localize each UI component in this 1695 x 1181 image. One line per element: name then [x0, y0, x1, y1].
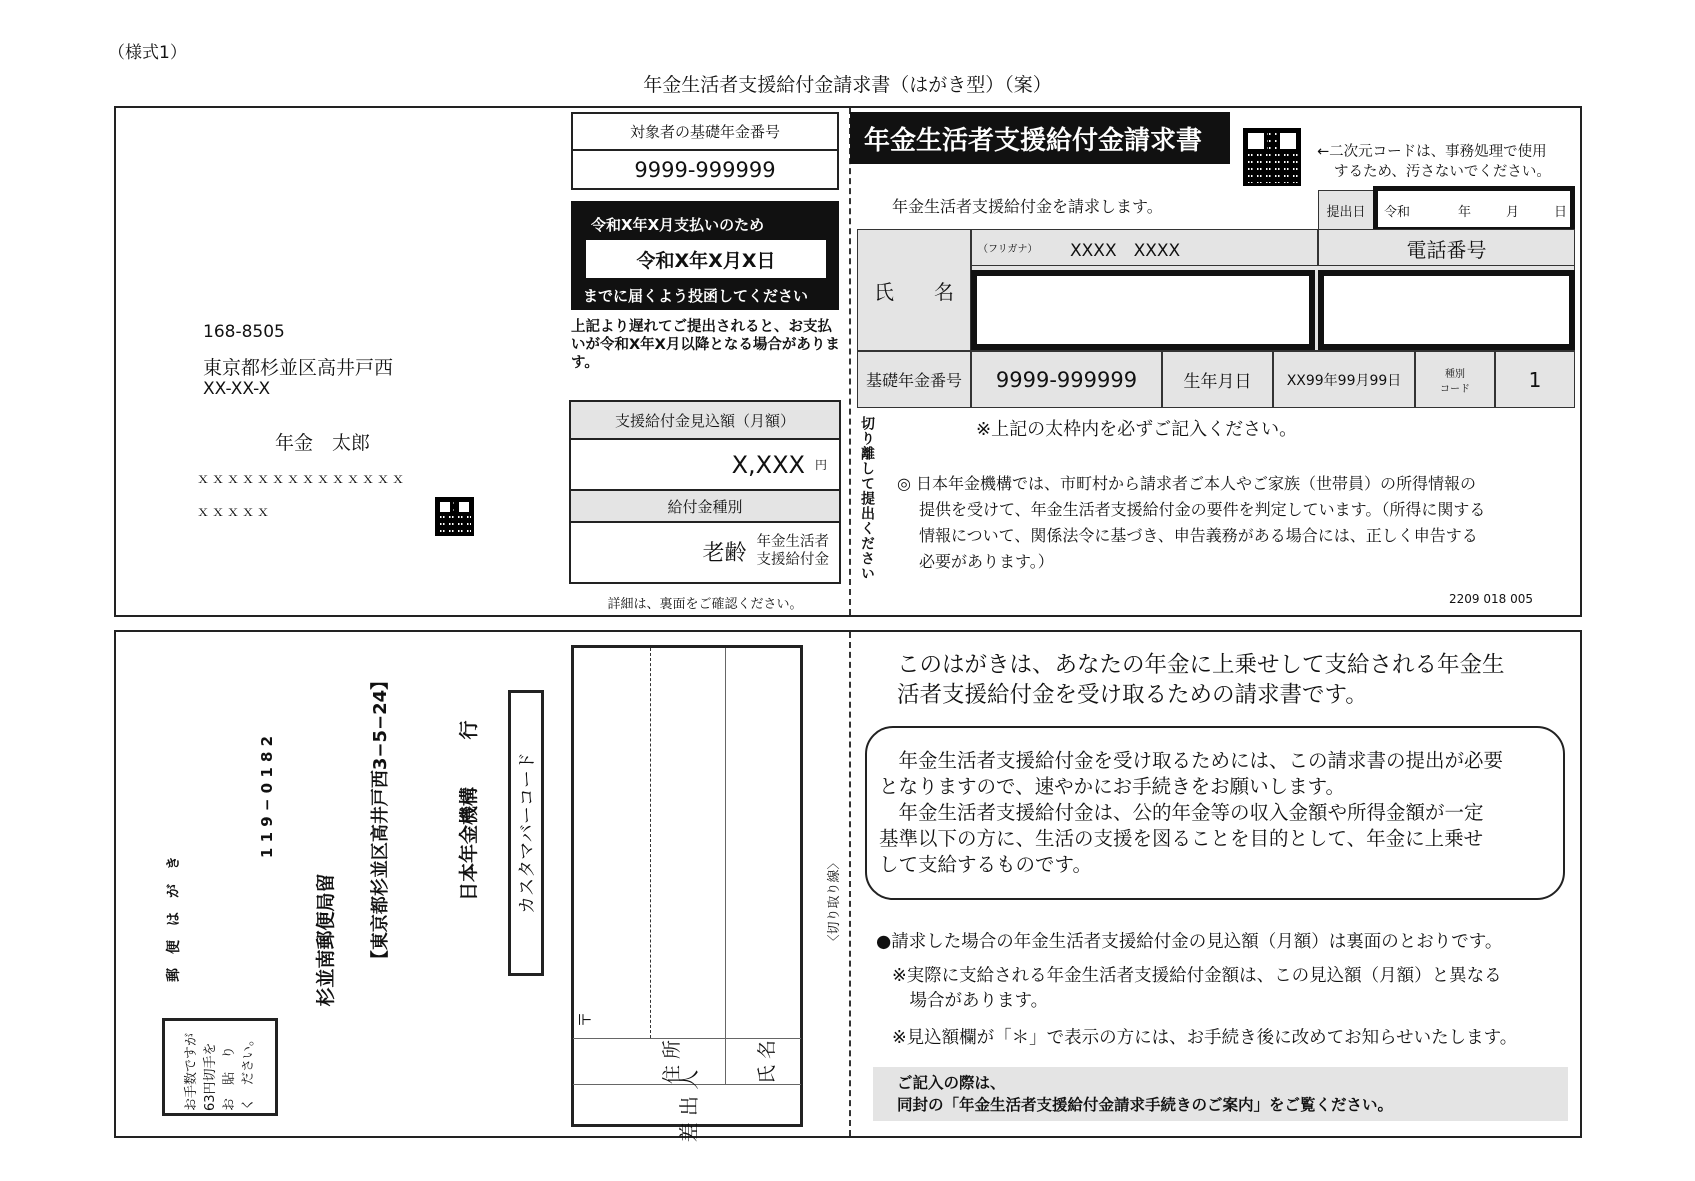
kind-code-value: 1	[1495, 351, 1575, 408]
name-label: 氏 名	[857, 229, 971, 351]
guide-line: 同封の「年金生活者支援給付金請求手続きのご案内」をご覧ください。	[897, 1096, 1394, 1114]
tear-line	[849, 108, 851, 615]
deadline-date: 令和X年X月X日	[586, 240, 826, 278]
recipient-address-line: 東京都杉並区高井戸西	[203, 357, 394, 379]
recipient-code: ｘｘｘｘｘｘｘｘｘｘｘｘｘｘ	[196, 471, 406, 487]
furigana-label: （フリガナ）	[978, 244, 1038, 255]
recipient-postal: 168-8505	[203, 322, 285, 342]
pension-value: 9999-999999	[971, 351, 1162, 408]
amount-value: X,XXX	[731, 450, 805, 479]
postal-mark: 〒	[575, 1011, 595, 1028]
kind-label2: コード	[1440, 383, 1470, 395]
amount-table	[569, 400, 841, 584]
date-era: 令和	[1384, 205, 1411, 220]
furigana-value: XXXX XXXX	[1070, 241, 1181, 261]
info-line: となりますので、速やかにお手続きをお願いします。	[879, 775, 1346, 798]
stamp-line: お 貼 り	[222, 1045, 237, 1111]
benefit-type-sub2: 支援給付金	[756, 552, 829, 568]
birth-value: XX99年99月99日	[1273, 351, 1415, 408]
destination-org: 日本年金機構	[457, 787, 480, 902]
qr-note: ←二次元コードは、事務処理で使用	[1317, 144, 1547, 160]
privacy-line: ◎ 日本年金機構では、市町村から請求者ご本人やご家族（世帯員）の所得情報の	[897, 474, 1477, 493]
claim-title: 年金生活者支援給付金請求書	[850, 112, 1230, 164]
qr-code-icon	[1243, 128, 1301, 186]
sender-divider	[725, 648, 726, 1084]
cut-line-label: 〈切り取り線〉	[826, 856, 842, 948]
benefit-type-value: 老齢	[702, 540, 747, 566]
guide-box	[873, 1067, 1568, 1121]
birth-label: 生年月日	[1162, 351, 1273, 408]
deadline-box	[571, 201, 839, 310]
notes	[892, 964, 1502, 1014]
stamp-line: く ださい。	[241, 1032, 256, 1111]
sender-address-label: 住 所	[660, 1039, 683, 1085]
sender-divider	[650, 648, 651, 1038]
claim-intro: 年金生活者支援給付金を請求します。	[892, 197, 1163, 216]
info-line: 年金生活者支援給付金を受け取るためには、この請求書の提出が必要	[879, 749, 1504, 772]
late-warning: 上記より遅れてご提出されると、お支払いが令和X年X月以降となる場合があります。	[571, 319, 840, 371]
sender-name-label: 氏 名	[755, 1039, 778, 1085]
stamp-note	[170, 1017, 270, 1117]
benefit-type-sub1: 年金生活者	[756, 534, 829, 550]
guide-line: ご記入の際は、	[897, 1074, 1006, 1092]
customer-barcode-label: カスタマバーコード	[517, 752, 538, 914]
privacy-line: 必要があります。）	[919, 552, 1054, 571]
sender-label: 差 出 人	[676, 1069, 701, 1143]
amount-label: 支援給付金見込額（月額）	[571, 402, 839, 440]
recipient-address-line2: XX-XX-X	[203, 379, 271, 399]
note-line: 場合があります。	[892, 991, 1049, 1011]
privacy-line: 提供を受けて、年金生活者支援給付金の要件を判定しています。（所得に関する	[919, 500, 1486, 519]
pension-number-value: 9999-999999	[634, 157, 776, 182]
kind-code-label	[1415, 351, 1495, 408]
name-input[interactable]	[971, 270, 1315, 350]
serial-number: 2209 018 005	[1449, 592, 1533, 606]
estimate-note: ●請求した場合の年金生活者支援給付金の見込額（月額）は裏面のとおりです。	[876, 932, 1503, 952]
pension-label: 基礎年金番号	[857, 351, 971, 408]
heading-line: 活者支援給付金を受け取るための請求書です。	[897, 682, 1368, 708]
phone-input[interactable]	[1318, 270, 1575, 350]
info-box	[865, 726, 1565, 900]
benefit-type-label: 給付金種別	[571, 491, 839, 523]
date-day: 日	[1554, 205, 1568, 220]
deadline-line1: 令和X年X月支払いのため	[591, 216, 765, 234]
stamp-line: お手数ですが	[184, 1032, 199, 1111]
privacy-line: 情報について、関係法令に基づき、申告義務がある場合には、正しく申告する	[919, 526, 1478, 545]
qr-note2: するため、汚さないでください。	[1334, 164, 1551, 180]
submit-date-label: 提出日	[1318, 190, 1374, 231]
qr-code-icon	[435, 497, 474, 536]
deadline-line2: までに届くよう投函してください	[583, 287, 809, 305]
info-line: して支給するものです。	[879, 853, 1092, 876]
back-heading	[897, 650, 1505, 710]
info-line: 年金生活者支援給付金は、公的年金等の収入金額や所得金額が一定	[879, 801, 1484, 824]
date-year: 年	[1458, 205, 1472, 220]
stamp-line: 63円切手を	[203, 1042, 218, 1111]
kind-label1: 種別	[1445, 368, 1465, 380]
fill-note: ※上記の太枠内を必ずご記入ください。	[976, 419, 1298, 440]
furigana-cell	[971, 229, 1318, 267]
phone-label: 電話番号	[1318, 229, 1575, 267]
note-line: ※見込額欄が「＊」で表示の方には、お手続き後に改めてお知らせいたします。	[892, 1028, 1518, 1048]
tear-line	[849, 632, 851, 1136]
submit-date-field[interactable]	[1373, 186, 1575, 232]
destination-suffix: 行	[457, 720, 480, 740]
amount-unit: 円	[814, 458, 827, 472]
info-line: 基準以下の方に、生活の支援を図ることを目的として、年金に上乗せ	[879, 827, 1484, 850]
post-office: 杉並南郵便局留	[314, 873, 337, 1007]
pension-number-label: 対象者の基礎年金番号	[573, 114, 837, 151]
date-month: 月	[1506, 205, 1520, 220]
pension-number-box	[571, 112, 839, 190]
form-label: （様式1）	[108, 43, 187, 63]
destination-address: 【東京都杉並区高井戸西3−5−24】	[370, 671, 391, 969]
heading-line: このはがきは、あなたの年金に上乗せして支給される年金生	[897, 652, 1505, 678]
destination-postal: 1 1 9 − 0 1 8 2	[258, 735, 276, 859]
postcard-label: 郵 便 は が き	[166, 856, 182, 982]
privacy-notice	[897, 471, 1485, 575]
details-note: 詳細は、裏面をご確認ください。	[607, 597, 803, 612]
tear-off-note: 切り離して提出ください	[859, 416, 875, 581]
recipient-name: 年金 太郎	[275, 432, 371, 454]
recipient-code2: ｘｘｘｘｘ	[196, 504, 271, 520]
note-line: ※実際に支給される年金生活者支援給付金額は、この見込額（月額）と異なる	[892, 966, 1502, 986]
document-title: 年金生活者支援給付金請求書（はがき型）（案）	[643, 74, 1052, 96]
